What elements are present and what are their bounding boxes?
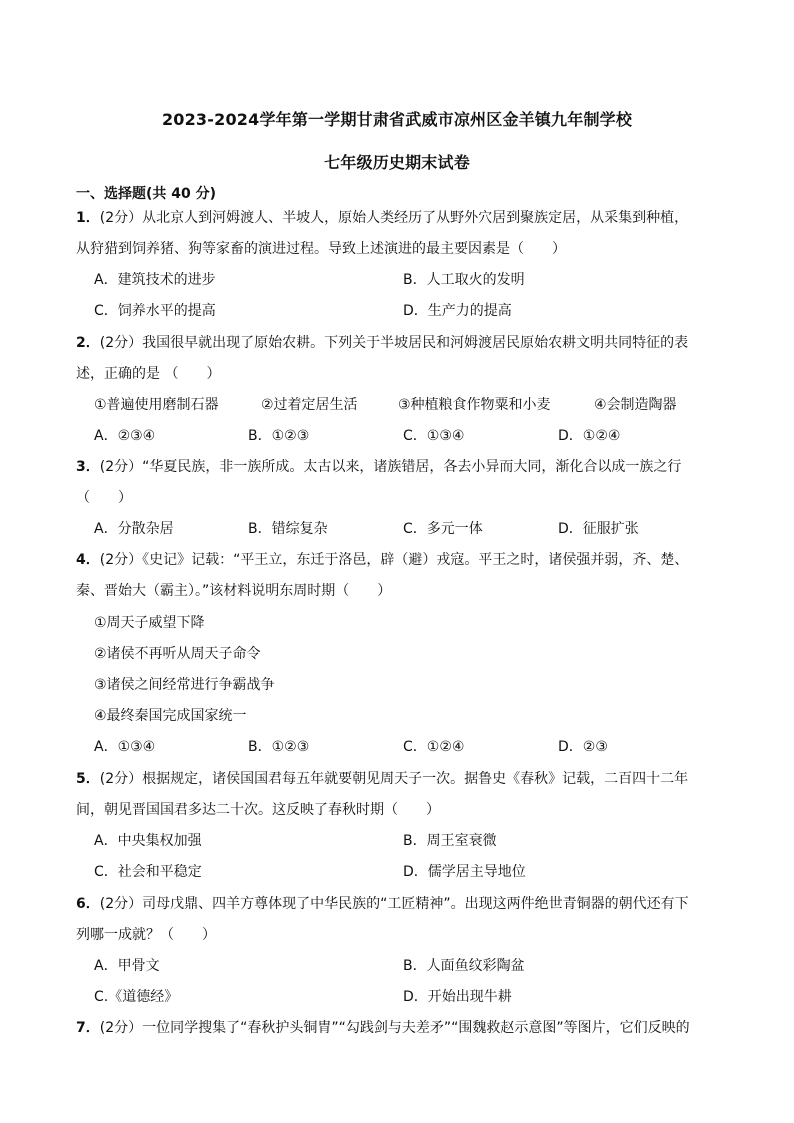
question-4-number: 4． bbox=[76, 552, 100, 568]
question-1-line-1 bbox=[76, 207, 688, 227]
section-heading: 一、选择题(共 40 分) bbox=[76, 186, 217, 202]
question-4-option-a[interactable]: A．①③④ bbox=[94, 739, 156, 755]
question-3-option-a[interactable]: A．分散杂居 bbox=[94, 521, 174, 537]
question-6-text: (2分）司母戊鼎、四羊方尊体现了中华民族的“工匠精神”。出现这两件绝世青铜器的朝代还有下 bbox=[99, 896, 689, 912]
question-2-line-1 bbox=[76, 332, 688, 352]
question-2-option-c[interactable]: C．①③④ bbox=[403, 428, 465, 444]
question-3-line-2: （ ） bbox=[76, 490, 132, 506]
question-4-text: (2分）《史记》记载：“平王立，东迁于洛邑，辟（避）戎寇。平王之时，诸侯强并弱，齐、楚、 bbox=[99, 552, 689, 568]
exam-title: 2023-2024学年第一学期甘肃省武威市凉州区金羊镇九年制学校 bbox=[161, 110, 633, 129]
question-4-item-1: ①周天子威望下降 bbox=[94, 615, 205, 631]
question-1-number: 1． bbox=[76, 210, 100, 226]
question-1-text: (2分）从北京人到河姆渡人、半坡人，原始人类经历了从野外穴居到聚族定居，从采集到种植， bbox=[99, 210, 689, 226]
question-4-item-3: ③诸侯之间经常进行争霸战争 bbox=[94, 677, 275, 693]
question-5-text: (2分）根据规定，诸侯国国君每五年就要朝见周天子一次。据鲁史《春秋》记载，二百四十二年 bbox=[99, 771, 689, 787]
question-4-item-4: ④最终秦国完成国家统一 bbox=[94, 708, 247, 724]
question-6-option-a[interactable]: A．甲骨文 bbox=[94, 958, 160, 974]
question-4-line-2: 秦、晋始大（霸主）。”该材料说明东周时期（ ） bbox=[76, 583, 392, 599]
question-4-option-d[interactable]: D．②③ bbox=[558, 739, 608, 755]
question-2-option-d[interactable]: D．①②④ bbox=[558, 428, 621, 444]
question-4-option-b[interactable]: B．①②③ bbox=[248, 739, 310, 755]
question-2-item-1: ①普遍使用磨制石器 bbox=[94, 397, 219, 413]
question-1-option-b[interactable]: B．人工取火的发明 bbox=[403, 272, 525, 288]
question-3-option-c[interactable]: C．多元一体 bbox=[403, 521, 483, 537]
question-4-option-c[interactable]: C．①②④ bbox=[403, 739, 465, 755]
question-2-item-2: ②过着定居生活 bbox=[261, 397, 358, 413]
question-1-option-a[interactable]: A．建筑技术的进步 bbox=[94, 272, 216, 288]
question-6-option-d[interactable]: D．开始出现牛耕 bbox=[403, 989, 512, 1005]
question-2-text: (2分）我国很早就出现了原始农耕。下列关于半坡居民和河姆渡居民原始农耕文明共同特征的表 bbox=[99, 335, 689, 351]
question-2-item-3: ③种植粮食作物粟和小麦 bbox=[398, 397, 551, 413]
question-2-option-a[interactable]: A．②③④ bbox=[94, 428, 156, 444]
question-2-option-b[interactable]: B．①②③ bbox=[248, 428, 310, 444]
question-2-item-4: ④会制造陶器 bbox=[594, 397, 677, 413]
question-5-option-d[interactable]: D．儒学居主导地位 bbox=[403, 864, 526, 880]
question-3-option-d[interactable]: D．征服扩张 bbox=[558, 521, 639, 537]
question-5-option-c[interactable]: C．社会和平稳定 bbox=[94, 864, 202, 880]
question-3-text: (2分）“华夏民族，非一族所成。太古以来，诸族错居，各去小异而大同，渐化合以成一族之行 bbox=[99, 459, 682, 475]
question-4-item-2: ②诸侯不再听从周天子命令 bbox=[94, 646, 261, 662]
question-3-option-b[interactable]: B．错综复杂 bbox=[248, 521, 328, 537]
question-6-option-b[interactable]: B．人面鱼纹彩陶盆 bbox=[403, 958, 525, 974]
question-2-number: 2． bbox=[76, 335, 100, 351]
question-6-number: 6． bbox=[76, 896, 100, 912]
exam-subtitle: 七年级历史期末试卷 bbox=[324, 153, 470, 172]
question-5-option-a[interactable]: A．中央集权加强 bbox=[94, 833, 202, 849]
question-7-number: 7． bbox=[76, 1020, 100, 1036]
question-5-number: 5． bbox=[76, 771, 100, 787]
question-5-option-b[interactable]: B．周王室衰微 bbox=[403, 833, 497, 849]
question-6-line-2: 列哪一成就？（ ） bbox=[76, 927, 216, 943]
question-3-line-1 bbox=[76, 456, 681, 476]
question-1-option-c[interactable]: C．饲养水平的提高 bbox=[94, 303, 216, 319]
question-6-option-c[interactable]: C.《道德经》 bbox=[94, 989, 179, 1005]
question-3-number: 3． bbox=[76, 459, 100, 475]
question-6-line-1 bbox=[76, 893, 689, 913]
question-7-text: (2分）一位同学搜集了“春秋护头铜胄”“勾践剑与夫差矛”“围魏救赵示意图”等图片，它们反映的 bbox=[99, 1020, 690, 1036]
question-4-line-1 bbox=[76, 549, 688, 569]
question-1-option-d[interactable]: D．生产力的提高 bbox=[403, 303, 512, 319]
question-5-line-1 bbox=[76, 768, 688, 788]
question-1-line-2: 从狩猎到饲养猪、狗等家畜的演进过程。导致上述演进的最主要因素是（ ） bbox=[76, 241, 566, 257]
question-5-line-2: 间，朝见晋国国君多达二十次。这反映了春秋时期（ ） bbox=[76, 802, 440, 818]
question-7-line-1 bbox=[76, 1017, 690, 1037]
question-2-line-2: 述，正确的是 （ ） bbox=[76, 366, 221, 382]
